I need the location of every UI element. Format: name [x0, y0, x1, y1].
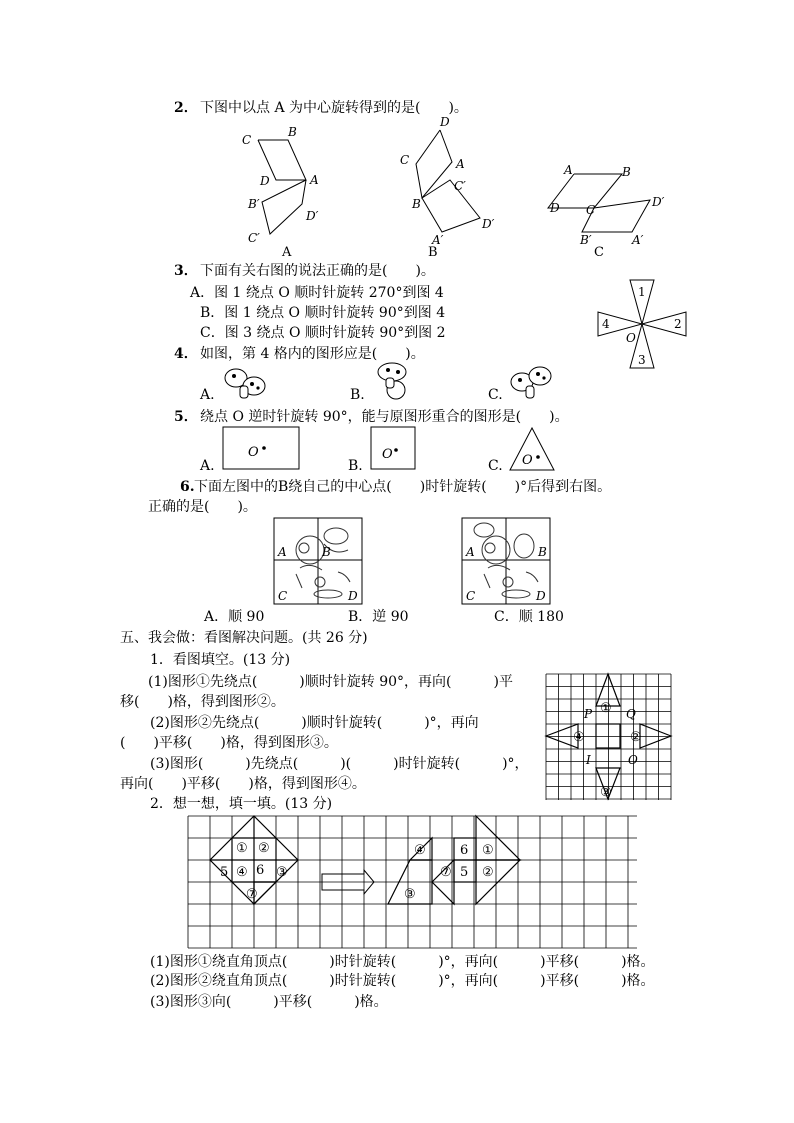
q5-text: 绕点 O 逆时针旋转 90°，能与原图形重合的图形是( )。 [200, 409, 569, 425]
label-d: D [536, 589, 546, 603]
q2-text: 下图中以点 A 为中心旋转得到的是( )。 [200, 100, 468, 116]
label-d: D [440, 115, 450, 129]
label-b: B [288, 125, 297, 139]
q6-right-figure [460, 516, 554, 606]
moved-shape-1: ① [482, 843, 494, 858]
label-a-prime: A′ [432, 233, 444, 247]
shape-2: ② [630, 730, 642, 745]
q3-option-a: A．图 1 绕点 O 顺时针旋转 270°到图 4 [190, 285, 444, 301]
label-b: B [538, 545, 547, 559]
label-b: B [622, 165, 631, 179]
label-b-prime: B′ [248, 197, 260, 211]
q6-text: 下面左图中的B绕自己的中心点( )时针旋转( )°后得到右图。 [194, 479, 612, 495]
label-c: C [400, 153, 410, 167]
part-2-title: 2．想一想，填一填。(13 分) [150, 796, 333, 812]
q5-number: 5． [174, 409, 198, 425]
label-c: C [242, 133, 252, 147]
label-a-prime: A′ [632, 233, 644, 247]
q5-rectangle-a [222, 426, 302, 472]
shape-7: ⑦ [246, 887, 258, 902]
part-1-grid-figure [544, 672, 674, 804]
q4-mushroom-a [222, 362, 268, 404]
shape-3: ③ [276, 865, 288, 880]
q3-number: 3． [174, 263, 198, 279]
part-1-title: 1．看图填空。(13 分) [150, 652, 291, 668]
fig-num-4: 4 [602, 317, 610, 331]
label-c: C [586, 203, 596, 217]
part-1-line-1: (1)图形①先绕点( )顺时针旋转 90°，再向( )平 [148, 674, 513, 690]
q4-option-c: C. [488, 387, 503, 403]
q2-figure-c [546, 160, 676, 260]
q4-mushroom-b [370, 360, 416, 404]
q5-square-b [370, 426, 418, 472]
part-2-line-1: (1)图形①绕直角顶点( )时针旋转( )°，再向( )平移( )格。 [150, 954, 655, 970]
shape-2: ② [258, 841, 270, 856]
label-a: A [564, 163, 573, 177]
q4-number: 4． [174, 346, 198, 362]
q5-triangle-c [508, 426, 558, 472]
label-d-prime: D′ [652, 195, 665, 209]
point-o: O [628, 753, 638, 767]
q2-figure-a [240, 122, 330, 262]
option-c-label: C [594, 245, 604, 260]
shape-6: 6 [256, 863, 265, 878]
q2-number: 2． [174, 100, 198, 116]
label-d-prime: D′ [482, 217, 495, 231]
q6-option-a: A．顺 90 [204, 609, 265, 625]
part-1-line-2: 移( )格，得到图形②。 [120, 694, 285, 710]
q3-pinwheel-figure [594, 278, 696, 374]
moved-shape-3: ③ [404, 887, 416, 902]
part-1-line-4: ( )平移( )格，得到图形③。 [120, 735, 338, 751]
label-d: D [260, 174, 270, 188]
label-b: B [412, 197, 421, 211]
label-d: D [550, 201, 560, 215]
moved-shape-5: 5 [460, 865, 469, 880]
shape-3: ③ [600, 785, 612, 800]
label-a: A [456, 157, 465, 171]
q6-text-line2: 正确的是( )。 [148, 499, 257, 515]
fig-num-2: 2 [674, 317, 682, 331]
moved-shape-2: ② [482, 865, 494, 880]
shape-5: 5 [220, 865, 229, 880]
q4-text: 如图，第 4 格内的图形应是( )。 [200, 346, 425, 362]
shape-4: ④ [573, 730, 585, 745]
q4-mushroom-c [508, 362, 554, 404]
part-2-line-3: (3)图形③向( )平移( )格。 [150, 994, 388, 1010]
label-d: D [348, 589, 358, 603]
q6-left-figure [272, 516, 366, 606]
fig-num-3: 3 [638, 353, 646, 367]
label-b-prime: B′ [580, 233, 592, 247]
label-c: C [278, 589, 288, 603]
section-5-title: 五、我会做：看图解决问题。(共 26 分) [120, 630, 368, 646]
label-a: A [310, 173, 319, 187]
moved-shape-4: ④ [414, 843, 426, 858]
q6-option-c: C．顺 180 [494, 609, 564, 625]
q2-figure-b [396, 114, 506, 262]
point-o: O [248, 445, 259, 460]
q3-text: 下面有关右图的说法正确的是( )。 [200, 263, 435, 279]
label-d-prime: D′ [306, 209, 319, 223]
q4-option-b: B. [350, 387, 365, 403]
label-a: A [278, 545, 287, 559]
point-o: O [522, 453, 533, 468]
part-1-line-5: (3)图形( )先绕点( )( )时针旋转( )°， [150, 756, 529, 772]
point-i: I [586, 753, 591, 767]
label-c: C [466, 589, 476, 603]
q5-option-c: C. [488, 458, 503, 474]
point-q: Q [626, 707, 636, 721]
shape-1: ① [236, 841, 248, 856]
option-b-label: B [428, 245, 438, 260]
q6-option-b: B．逆 90 [348, 609, 409, 625]
point-o: O [382, 447, 393, 462]
part-1-line-3: (2)图形②先绕点( )顺时针旋转( )°，再向 [150, 715, 479, 731]
part-2-line-2: (2)图形②绕直角顶点( )时针旋转( )°，再向( )平移( )格。 [150, 973, 655, 989]
option-a-label: A [282, 245, 292, 260]
label-c-prime: C′ [454, 179, 466, 193]
q4-option-a: A. [200, 387, 215, 403]
q3-option-c: C．图 3 绕点 O 顺时针旋转 90°到图 2 [200, 325, 446, 341]
label-c-prime: C′ [248, 231, 260, 245]
part-1-line-6: 再向( )平移( )格，得到图形④。 [120, 776, 366, 792]
fig-point-o: O [626, 331, 636, 345]
part-2-grid-figure [186, 814, 640, 950]
moved-shape-6: 6 [460, 843, 469, 858]
q5-option-b: B. [348, 458, 363, 474]
point-p: P [584, 707, 593, 721]
fig-num-1: 1 [638, 285, 646, 299]
q6-number: 6. [180, 479, 195, 495]
moved-shape-7: ⑦ [440, 865, 452, 880]
q5-option-a: A. [200, 458, 215, 474]
label-b: B [322, 545, 331, 559]
label-a: A [466, 545, 475, 559]
q3-option-b: B．图 1 绕点 O 顺时针旋转 90°到图 4 [200, 305, 446, 321]
shape-1: ① [600, 701, 612, 716]
shape-4: ④ [236, 865, 248, 880]
